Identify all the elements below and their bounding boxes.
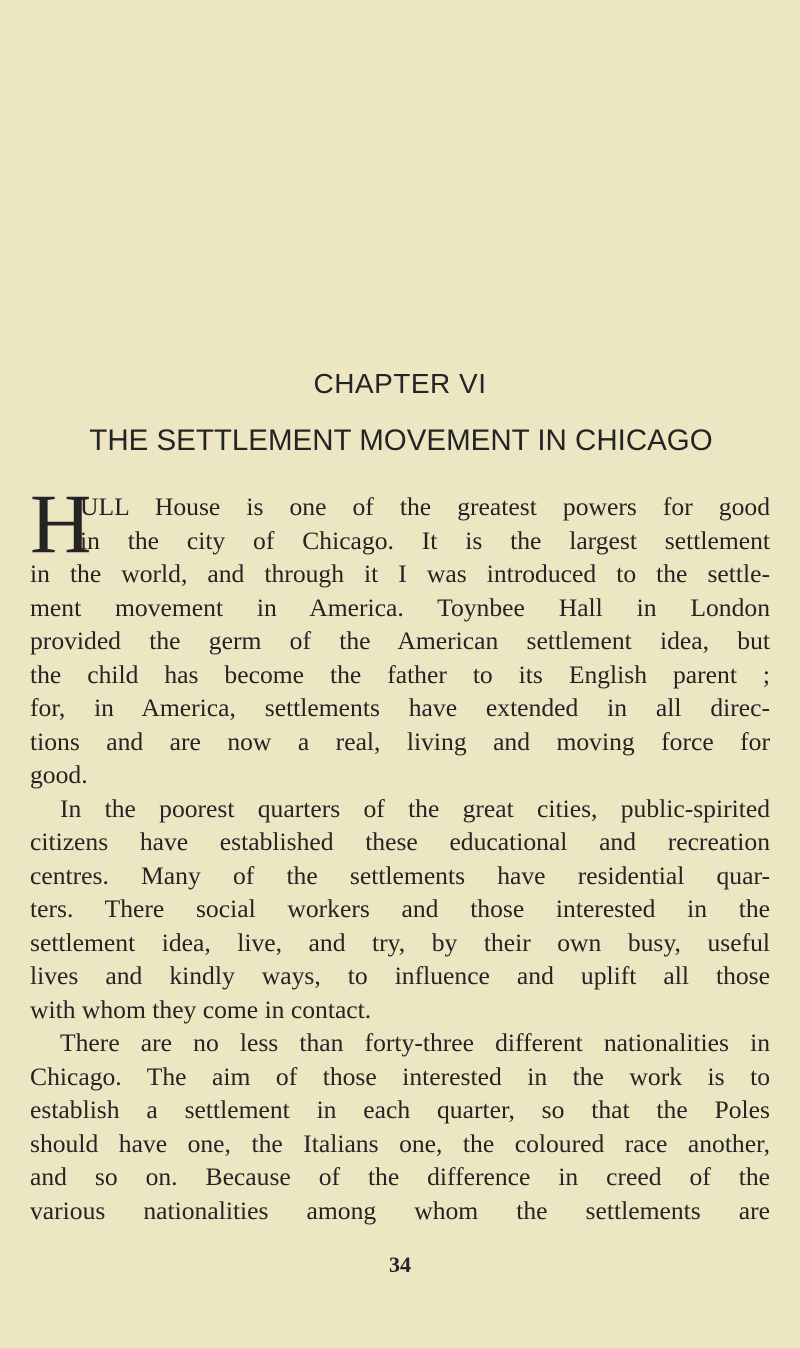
text-line: settlement idea, live, and try, by their own busy, useful [30,927,770,957]
text-line: In the poorest quarters of the great cities, public-spirited [60,793,770,823]
text-line: for, in America, settlements have extended in all direc- [30,693,770,722]
drop-cap: H [30,477,92,571]
text-line: citizens have established these educational and recreation [30,827,770,856]
page-number: 34 [389,1252,411,1277]
text-line: centres. Many of the settlements have residential quar- [30,860,770,890]
text-line: ters. There social workers and those interested in the [30,894,770,923]
text-line: the child has become the father to its English parent ; [30,659,770,689]
text-line: There are no less than forty-three different nationalities in [60,1028,770,1057]
text-line: and so on. Because of the difference in creed of the [30,1162,770,1191]
text-line: Chicago. The aim of those interested in the work is to [30,1061,770,1091]
text-line: provided the germ of the American settlement idea, but [30,626,770,655]
text-line: in the city of Chicago. It is the largest settlement [80,525,770,555]
text-line: in the world, and through it I was introduced to the settle- [30,559,770,588]
chapter-title: THE SETTLEMENT MOVEMENT IN CHICAGO [89,424,713,457]
text-line: should have one, the Italians one, the coloured race another, [30,1128,770,1158]
text-line: ment movement in America. Toynbee Hall in London [30,592,770,622]
text-line: good. [30,760,88,789]
text-line: establish a settlement in each quarter, so that the Poles [30,1095,770,1124]
text-line: tions and are now a real, living and moving force for [30,726,770,756]
chapter-label: CHAPTER VI [313,368,487,399]
text-line: with whom they come in contact. [30,994,372,1024]
body-text [30,477,770,1227]
text-line: various nationalities among whom the settlements are [30,1195,770,1225]
text-line: lives and kindly ways, to influence and uplift all those [30,961,770,990]
text-line: ULL House is one of the greatest powers for good [80,492,770,521]
